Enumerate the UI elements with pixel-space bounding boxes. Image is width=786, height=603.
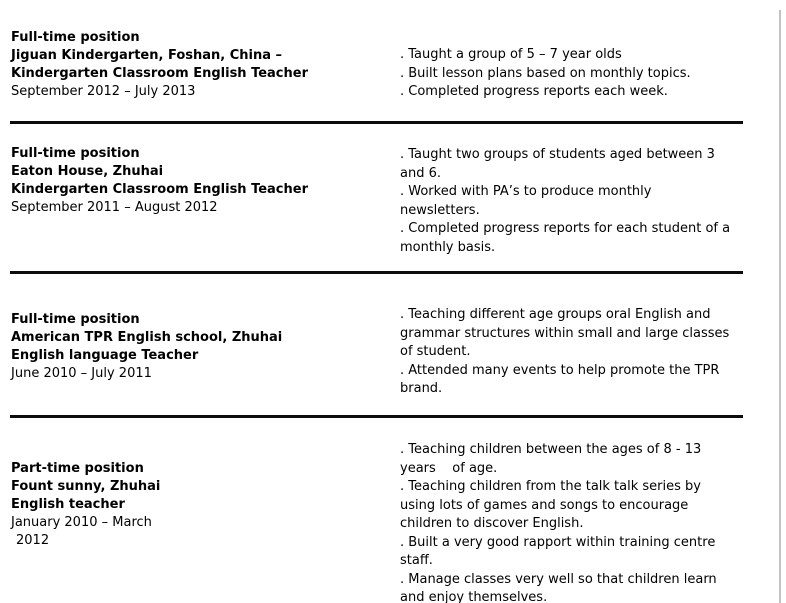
duty-line: using lots of games and songs to encourage <box>400 497 689 513</box>
employment-dates-wrap: 2012 <box>16 533 50 548</box>
job-title: English teacher <box>11 497 125 512</box>
section-divider <box>10 121 743 124</box>
duty-line: staff. <box>400 553 433 568</box>
job-title: English language Teacher <box>11 348 199 363</box>
duty-line: years of age. <box>400 460 498 476</box>
duty-line: . Completed progress reports each week. <box>400 84 668 99</box>
employer-name: Eaton House, Zhuhai <box>11 164 164 179</box>
duty-line: children to discover English. <box>400 516 584 531</box>
employment-dates: June 2010 – July 2011 <box>11 366 152 381</box>
employment-dates: September 2011 – August 2012 <box>11 200 218 215</box>
duty-line: . Manage classes very well so that children learn <box>400 571 717 587</box>
duty-line: grammar structures within small and large classes <box>400 325 730 341</box>
section-divider <box>10 271 743 274</box>
experience-entry-3-duties <box>400 306 752 399</box>
duty-line: brand. <box>400 381 443 396</box>
duty-line: . Built lesson plans based on monthly topics. <box>400 65 691 81</box>
employment-type: Full-time position <box>11 30 140 45</box>
employment-dates: January 2010 – March <box>11 515 152 530</box>
duty-line: . Worked with PA’s to produce monthly <box>400 184 652 199</box>
page-edge-line <box>779 10 781 603</box>
experience-entry-2-duties <box>400 146 752 257</box>
experience-entry-4-position <box>11 460 363 550</box>
duty-line: . Attended many events to help promote the TPR <box>400 362 720 378</box>
duty-line: . Taught a group of 5 – 7 year olds <box>400 47 622 62</box>
duty-line: and enjoy themselves. <box>400 590 548 603</box>
duty-line: of student. <box>400 344 471 359</box>
employment-dates: September 2012 – July 2013 <box>11 84 196 99</box>
duty-line: . Completed progress reports for each student of a <box>400 221 731 236</box>
duty-line: newsletters. <box>400 202 480 218</box>
experience-entry-2-position <box>11 145 363 217</box>
employer-name: Fount sunny, Zhuhai <box>11 479 161 494</box>
experience-entry-4-duties <box>400 441 752 603</box>
experience-entry-1-position <box>11 29 363 101</box>
duty-line: . Teaching children from the talk talk series by <box>400 479 701 494</box>
duty-line: . Teaching different age groups oral English and <box>400 307 711 322</box>
duty-line: monthly basis. <box>400 239 496 255</box>
duty-line: . Teaching children between the ages of 8 - 13 <box>400 442 702 457</box>
duty-line: and 6. <box>400 165 441 181</box>
experience-entry-3-position <box>11 311 363 383</box>
job-title: Kindergarten Classroom English Teacher <box>11 66 309 81</box>
experience-entry-1-duties <box>400 46 752 102</box>
job-title: Kindergarten Classroom English Teacher <box>11 182 309 197</box>
employment-type: Full-time position <box>11 312 140 327</box>
employment-type: Part-time position <box>11 461 144 476</box>
duty-line: . Built a very good rapport within training centre <box>400 534 716 550</box>
employer-name: Jiguan Kindergarten, Foshan, China – <box>11 48 283 63</box>
employment-type: Full-time position <box>11 146 140 161</box>
section-divider <box>10 415 743 418</box>
employer-name: American TPR English school, Zhuhai <box>11 330 283 345</box>
duty-line: . Taught two groups of students aged between 3 <box>400 147 715 162</box>
